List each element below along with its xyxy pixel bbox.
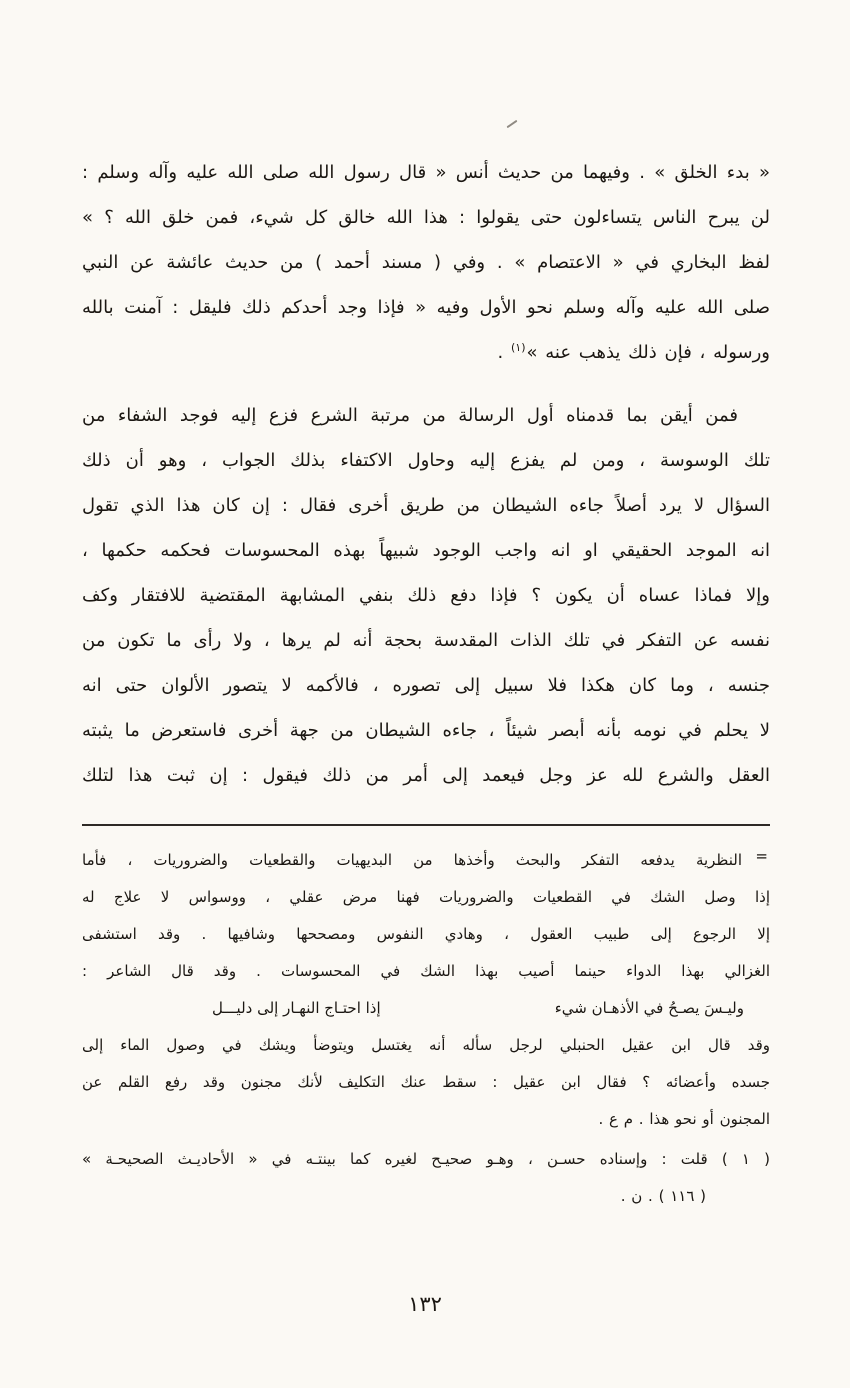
paragraph-2 xyxy=(82,393,770,798)
text-line: فمن أيقن بما قدمناه أول الرسالة من مرتبة الشرع فزع إليه فوجد الشفاء من xyxy=(82,405,738,426)
footnote-separator-rule xyxy=(82,824,770,826)
poem-hemistich-2: إذا احتـاج النهـار إلى دليـــل xyxy=(212,999,381,1017)
footnote-line: المجنون أو نحو هذا . م ع . xyxy=(598,1110,770,1128)
text-line: صلى الله عليه وآله وسلم نحو الأول وفيه « فإذا وجد أحدكم ذلك فليقل : آمنت بالله xyxy=(82,297,770,318)
text-segment: ورسوله ، فإن ذلك يذهب عنه » xyxy=(526,342,770,363)
text-line: العقل والشرع لله عز وجل فيعمد إلى أمر من ذلك فيقول : إن ثبت هذا لتلك xyxy=(82,765,770,786)
text-line: لن يبرح الناس يتساءلون حتى يقولوا : هذا الله خالق كل شيء، فمن خلق الله ؟ » xyxy=(82,207,770,228)
footnote-line: النظرية يدفعه التفكر والبحث وأخذها من البديهيات والقطعيات والضروريات ، فأما xyxy=(82,851,742,869)
page-number: ١٣٢ xyxy=(408,1292,442,1316)
footnote-line: إلا الرجوع إلى طبيب العقول ، وهادي النفوس ومصححها وشافيها . وقد استشفى xyxy=(82,925,770,943)
footnote-line: إذا وصل الشك في القطعيات والضروريات فهنا مرض عقلي ، ووسواس لا علاج له xyxy=(82,888,770,906)
footnote-section xyxy=(82,842,770,1215)
poetry-line xyxy=(82,990,770,1027)
footnote-line: الغزالي بهذا الدواء حينما أصيب بهذا الشك في المحسوسات . وقد قال الشاعر : xyxy=(82,962,770,980)
text-line: السؤال لا يرد أصلاً جاءه الشيطان من طريق أخرى فقال : إن كان هذا الذي تقول xyxy=(82,495,770,516)
footnote-line: جسده وأعضائه ؟ فقال ابن عقيل : سقط عنك التكليف لأنك مجنون وقد رفع القلم عن xyxy=(82,1073,770,1091)
text-line: تلك الوسوسة ، ومن لم يفزع إليه وحاول الاكتفاء بذلك الجواب ، وهو أن ذلك xyxy=(82,450,770,471)
footnote-1 xyxy=(82,1141,770,1215)
text-line: لا يحلم في نومه بأنه أبصر شيئاً ، جاءه الشيطان من جهة أخرى فاستعرض ما يثبته xyxy=(82,720,770,741)
main-text xyxy=(82,150,770,798)
page-content xyxy=(82,150,770,1215)
footnote-line: ( ١ ) قلت : وإسناده حسـن ، وهـو صحيـح لغيره كما بينتـه في « الأحاديـث الصحيحـة » xyxy=(82,1150,770,1168)
footnote-reference: (١) xyxy=(511,341,526,354)
paragraph-1 xyxy=(82,150,770,375)
text-line: لفظ البخاري في « الاعتصام » . وفي ( مسند أحمد ) من حديث عائشة عن النبي xyxy=(82,252,770,273)
poem-hemistich-1: وليـسَ يصـحُ في الأذهـان شيء xyxy=(554,999,744,1017)
text-line: وإلا فماذا عساه أن يكون ؟ فإذا دفع ذلك بنفي المشابهة المقتضية للافتقار وكف xyxy=(82,585,770,606)
footnote-continuation-marker: = xyxy=(755,847,768,865)
text-line: جنسه ، وما كان هكذا فلا سبيل إلى تصوره ، فالأكمه لا يتصور الألوان حتى انه xyxy=(82,675,770,696)
scan-artifact-mark xyxy=(507,120,518,129)
footnote-line: وقد قال ابن عقيل الحنبلي لرجل سأله أنه يغتسل ويتوضأ ويشك في وصول الماء إلى xyxy=(82,1036,770,1054)
text-line: « بدء الخلق » . وفيهما من حديث أنس « قال رسول الله صلى الله عليه وآله وسلم : xyxy=(82,162,770,183)
text-segment: . xyxy=(497,342,511,363)
text-line xyxy=(82,330,770,375)
text-line: انه الموجد الحقيقي او انه واجب الوجود شبيهاً بهذه المحسوسات فحكمه حكمها ، xyxy=(82,540,770,561)
text-line: نفسه عن التفكر في تلك الذات المقدسة بحجة أنه لم يرها ، ولا رأى ما تكون من xyxy=(82,630,770,651)
footnote-line: ( ١١٦ ) . ن . xyxy=(620,1187,706,1205)
